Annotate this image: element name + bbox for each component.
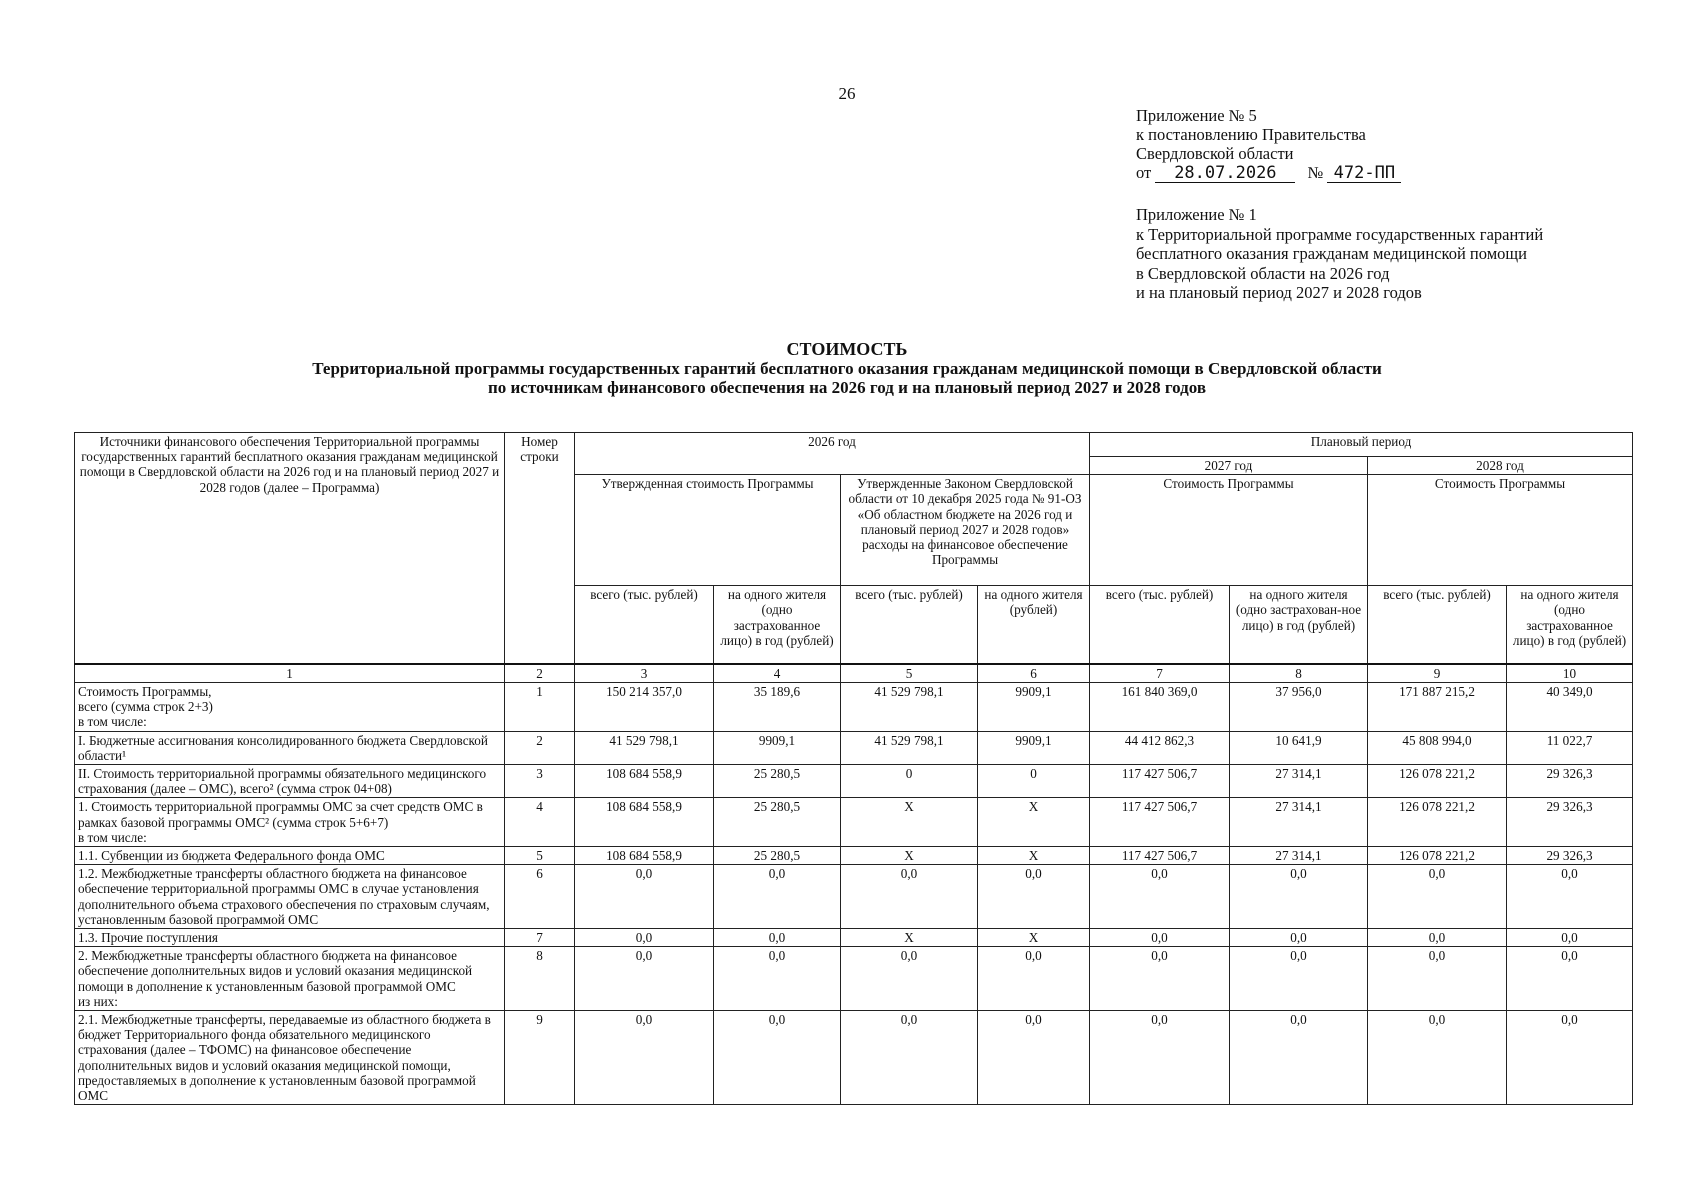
row-value-col-7: 117 427 506,7 <box>1090 846 1230 864</box>
heading-line-3: по источникам финансового обеспечения на 2026 год и на плановый период 2027 и 2028 годов <box>487 378 1207 397</box>
row-source-name: 1. Стоимость территориальной программы ОМС за счет средств ОМС в рамках базовой программы ОМС² (сумма строк 5+6+7) в том числе: <box>75 798 505 847</box>
header-col-8: на одного жителя (одно застрахован-ное лицо) в год (рублей) <box>1230 586 1368 664</box>
column-index: 6 <box>978 664 1090 683</box>
row-value-col-8: 0,0 <box>1230 928 1368 946</box>
appendix-1-block <box>1136 205 1543 303</box>
row-value-col-3: 41 529 798,1 <box>575 731 714 764</box>
row-value-col-3: 150 214 357,0 <box>575 682 714 731</box>
row-value-col-5: Х <box>841 928 978 946</box>
row-value-col-9: 45 808 994,0 <box>1368 731 1507 764</box>
row-value-col-8: 0,0 <box>1230 865 1368 929</box>
row-value-col-5: Х <box>841 846 978 864</box>
header-col-6: на одного жителя (рублей) <box>978 586 1090 664</box>
row-value-col-9: 126 078 221,2 <box>1368 846 1507 864</box>
row-value-col-6: 0,0 <box>978 947 1090 1011</box>
header-col-5: всего (тыс. рублей) <box>841 586 978 664</box>
row-value-col-5: Х <box>841 798 978 847</box>
row-number: 8 <box>505 947 575 1011</box>
row-value-col-5: 0,0 <box>841 947 978 1011</box>
row-value-col-9: 0,0 <box>1368 865 1507 929</box>
appendix-5-block <box>1136 106 1401 183</box>
row-value-col-7: 0,0 <box>1090 947 1230 1011</box>
row-value-col-4: 25 280,5 <box>714 798 841 847</box>
row-number: 3 <box>505 764 575 797</box>
row-value-col-10: 11 022,7 <box>1507 731 1633 764</box>
row-value-col-6: 9909,1 <box>978 731 1090 764</box>
row-value-col-9: 0,0 <box>1368 947 1507 1011</box>
row-value-col-10: 29 326,3 <box>1507 846 1633 864</box>
row-value-col-7: 161 840 369,0 <box>1090 682 1230 731</box>
row-value-col-3: 0,0 <box>575 928 714 946</box>
header-row-number: Номер строки <box>505 433 575 664</box>
row-value-col-6: Х <box>978 846 1090 864</box>
row-value-col-6: Х <box>978 798 1090 847</box>
table-row <box>75 865 1633 929</box>
header-col-9: всего (тыс. рублей) <box>1368 586 1507 664</box>
row-value-col-10: 0,0 <box>1507 947 1633 1011</box>
row-value-col-8: 27 314,1 <box>1230 798 1368 847</box>
row-value-col-8: 0,0 <box>1230 1010 1368 1104</box>
header-col-7: всего (тыс. рублей) <box>1090 586 1230 664</box>
row-value-col-3: 0,0 <box>575 1010 714 1104</box>
row-value-col-5: 41 529 798,1 <box>841 682 978 731</box>
row-value-col-6: 9909,1 <box>978 682 1090 731</box>
row-value-col-4: 25 280,5 <box>714 846 841 864</box>
row-value-col-3: 0,0 <box>575 865 714 929</box>
header-approved-cost: Утвержденная стоимость Программы <box>575 475 841 586</box>
row-value-col-4: 0,0 <box>714 947 841 1011</box>
table-row <box>75 798 1633 847</box>
row-value-col-4: 0,0 <box>714 865 841 929</box>
row-value-col-8: 27 314,1 <box>1230 764 1368 797</box>
table-row <box>75 1010 1633 1104</box>
row-number: 7 <box>505 928 575 946</box>
number-prefix: № <box>1307 163 1324 182</box>
row-value-col-7: 0,0 <box>1090 1010 1230 1104</box>
row-value-col-10: 0,0 <box>1507 928 1633 946</box>
appendix-1-line: в Свердловской области на 2026 год <box>1136 263 1390 283</box>
heading-title: СТОИМОСТЬ <box>786 339 908 359</box>
row-value-col-9: 126 078 221,2 <box>1368 764 1507 797</box>
row-value-col-9: 126 078 221,2 <box>1368 798 1507 847</box>
row-value-col-5: 0,0 <box>841 865 978 929</box>
column-index: 5 <box>841 664 978 683</box>
header-col-4: на одного жителя (одно застрахованное лицо) в год (рублей) <box>714 586 841 664</box>
decree-date: 28.07.2026 <box>1155 164 1295 183</box>
row-value-col-6: Х <box>978 928 1090 946</box>
column-index: 1 <box>75 664 505 683</box>
row-value-col-5: 41 529 798,1 <box>841 731 978 764</box>
row-value-col-6: 0 <box>978 764 1090 797</box>
appendix-5-signature-row <box>1136 163 1401 183</box>
row-value-col-9: 171 887 215,2 <box>1368 682 1507 731</box>
row-number: 2 <box>505 731 575 764</box>
row-source-name: I. Бюджетные ассигнования консолидированного бюджета Свердловской области¹ <box>75 731 505 764</box>
row-value-col-3: 108 684 558,9 <box>575 764 714 797</box>
row-source-name: 1.2. Межбюджетные трансферты областного бюджета на финансовое обеспечение территориальной программы ОМС в случае установления дополнительного объема страхового обеспечения по страховым случаям, установленным базовой программой ОМС <box>75 865 505 929</box>
table-row <box>75 764 1633 797</box>
appendix-1-line: и на плановый период 2027 и 2028 годов <box>1136 283 1422 302</box>
row-value-col-8: 37 956,0 <box>1230 682 1368 731</box>
header-col-3: всего (тыс. рублей) <box>575 586 714 664</box>
appendix-1-line: бесплатного оказания гражданам медицинской помощи <box>1136 244 1527 263</box>
row-value-col-3: 0,0 <box>575 947 714 1011</box>
table-row <box>75 947 1633 1011</box>
row-number: 4 <box>505 798 575 847</box>
row-value-col-4: 9909,1 <box>714 731 841 764</box>
column-index: 8 <box>1230 664 1368 683</box>
column-index: 10 <box>1507 664 1633 683</box>
row-source-name: 2.1. Межбюджетные трансферты, передаваемые из областного бюджета в бюджет Территориального фонда обязательного медицинского страхования (далее – ТФОМС) на финансовое обеспечение дополнительных видов и условий оказания медицинской помощи, предоставляемых в дополнение к установленным базовой программой ОМС <box>75 1010 505 1104</box>
column-index: 7 <box>1090 664 1230 683</box>
row-source-name: 2. Межбюджетные трансферты областного бюджета на финансовое обеспечение дополнительных видов и условий оказания медицинской помощи в дополнение к установленным базовой программой ОМС из них: <box>75 947 505 1011</box>
header-cost-2028: Стоимость Программы <box>1368 475 1633 586</box>
row-value-col-7: 117 427 506,7 <box>1090 798 1230 847</box>
row-value-col-4: 25 280,5 <box>714 764 841 797</box>
table-row <box>75 682 1633 731</box>
row-value-col-7: 44 412 862,3 <box>1090 731 1230 764</box>
header-cost-2027: Стоимость Программы <box>1090 475 1368 586</box>
appendix-5-line-3: Свердловской области <box>1136 144 1294 163</box>
row-value-col-8: 0,0 <box>1230 947 1368 1011</box>
header-col-10: на одного жителя (одно застрахованное лицо) в год (рублей) <box>1507 586 1633 664</box>
column-index: 2 <box>505 664 575 683</box>
row-value-col-9: 0,0 <box>1368 1010 1507 1104</box>
row-value-col-3: 108 684 558,9 <box>575 846 714 864</box>
column-index: 4 <box>714 664 841 683</box>
row-value-col-8: 10 641,9 <box>1230 731 1368 764</box>
header-approved-by-law: Утвержденные Законом Свердловской области от 10 декабря 2025 года № 91-ОЗ «Об областном бюджете на 2026 год и плановый период 2027 и 2028 годов» расходы на финансовое обеспечение Программы <box>841 475 1090 586</box>
table-row <box>75 731 1633 764</box>
row-value-col-4: 35 189,6 <box>714 682 841 731</box>
cost-table <box>74 432 1633 1105</box>
appendix-1-title: Приложение № 1 <box>1136 205 1257 224</box>
row-value-col-5: 0,0 <box>841 1010 978 1104</box>
appendix-1-line: к Территориальной программе государственных гарантий <box>1136 224 1544 244</box>
table-row <box>75 928 1633 946</box>
appendix-5-title: Приложение № 5 <box>1136 106 1257 125</box>
row-value-col-10: 0,0 <box>1507 865 1633 929</box>
row-value-col-10: 40 349,0 <box>1507 682 1633 731</box>
row-value-col-10: 0,0 <box>1507 1010 1633 1104</box>
document-heading <box>0 340 1694 397</box>
row-value-col-3: 108 684 558,9 <box>575 798 714 847</box>
row-value-col-10: 29 326,3 <box>1507 764 1633 797</box>
heading-line-2: Территориальной программы государственных гарантий бесплатного оказания гражданам медицинской помощи в Свердловской области <box>312 359 1382 378</box>
appendix-5-line-2: к постановлению Правительства <box>1136 125 1366 144</box>
header-planned-period: Плановый период <box>1090 433 1633 457</box>
header-sources: Источники финансового обеспечения Территориальной программы государственных гарантий бесплатного оказания гражданам медицинской помощи в Свердловской области на 2026 год и на плановый период 2027 и 2028 годов (далее – Программа) <box>75 433 505 664</box>
row-source-name: Стоимость Программы, всего (сумма строк 2+3) в том числе: <box>75 682 505 731</box>
row-source-name: 1.3. Прочие поступления <box>75 928 505 946</box>
row-number: 5 <box>505 846 575 864</box>
row-value-col-6: 0,0 <box>978 1010 1090 1104</box>
row-value-col-9: 0,0 <box>1368 928 1507 946</box>
row-number: 9 <box>505 1010 575 1104</box>
date-prefix: от <box>1136 163 1152 182</box>
row-value-col-5: 0 <box>841 764 978 797</box>
header-year-2026: 2026 год <box>575 433 1090 475</box>
row-number: 6 <box>505 865 575 929</box>
table-row <box>75 846 1633 864</box>
column-index-row <box>75 664 1633 683</box>
row-number: 1 <box>505 682 575 731</box>
row-value-col-10: 29 326,3 <box>1507 798 1633 847</box>
row-value-col-4: 0,0 <box>714 928 841 946</box>
header-year-2027: 2027 год <box>1090 457 1368 475</box>
row-value-col-6: 0,0 <box>978 865 1090 929</box>
row-source-name: 1.1. Субвенции из бюджета Федерального фонда ОМС <box>75 846 505 864</box>
table-header <box>75 433 1633 664</box>
row-value-col-4: 0,0 <box>714 1010 841 1104</box>
decree-number: 472-ПП <box>1327 164 1401 183</box>
page-number: 26 <box>838 84 856 103</box>
row-value-col-7: 0,0 <box>1090 928 1230 946</box>
row-value-col-7: 117 427 506,7 <box>1090 764 1230 797</box>
row-value-col-7: 0,0 <box>1090 865 1230 929</box>
table-body <box>75 664 1633 1105</box>
row-source-name: II. Стоимость территориальной программы обязательного медицинского страхования (далее – ОМС), всего² (сумма строк 04+08) <box>75 764 505 797</box>
column-index: 3 <box>575 664 714 683</box>
row-value-col-8: 27 314,1 <box>1230 846 1368 864</box>
header-year-2028: 2028 год <box>1368 457 1633 475</box>
column-index: 9 <box>1368 664 1507 683</box>
